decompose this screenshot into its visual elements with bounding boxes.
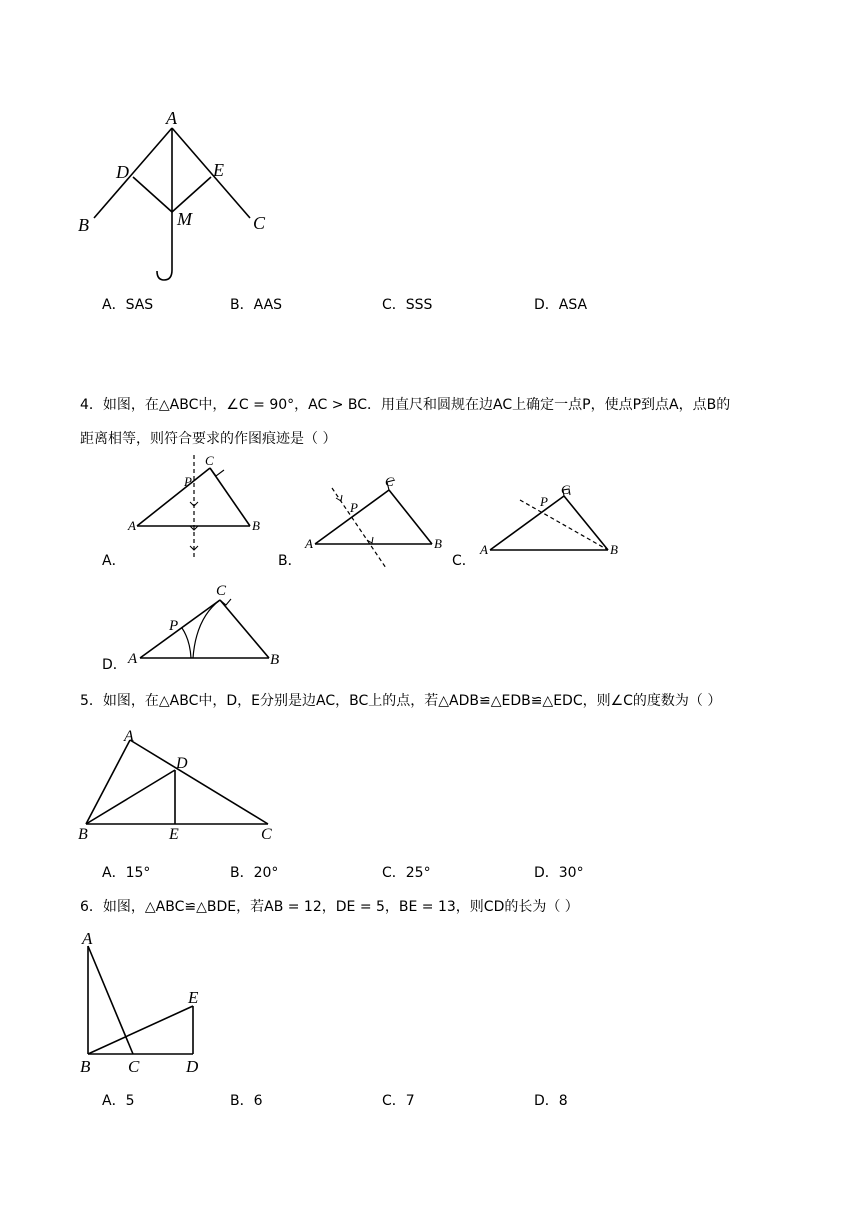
q3-option-a[interactable]: A．SAS [102,297,154,313]
q4-option-a[interactable]: A． [102,553,126,569]
q3-label-a: A [166,108,177,128]
svg-text:P: P [540,494,548,509]
q4-figure-c [479,482,618,557]
q5-option-b[interactable]: B．20° [230,865,279,881]
svg-text:D: D [186,1057,199,1076]
q3-figure [0,0,868,300]
q3-line-d-m [133,177,172,212]
svg-text:E: E [188,988,199,1007]
q3-option-c[interactable]: C．SSS [382,297,433,313]
q3-label-b: B [78,215,89,235]
q5-option-c[interactable]: C．25° [382,865,431,881]
q3-label-e: E [213,160,224,180]
q6-option-d[interactable]: D．8 [534,1093,568,1109]
svg-text:B: B [610,542,618,557]
q4-option-b[interactable]: B． [278,553,302,569]
q6-option-a[interactable]: A．5 [102,1093,135,1109]
q3-line-a-c [172,128,250,218]
q3-label-d: D [116,162,129,182]
q6-option-c[interactable]: C．7 [382,1093,415,1109]
q3-umbrella-handle [157,212,172,280]
svg-text:C: C [561,482,570,497]
q6-figure [0,920,868,1080]
q3-label-m: M [177,209,192,229]
q5-option-a[interactable]: A．15° [102,865,151,881]
svg-text:B: B [78,826,88,843]
q4-figure-d [127,583,279,668]
q6-question-text: 6．如图，△ABC≌△BDE，若AB = 12，DE = 5，BE = 13，则CD的长为（ ） [80,899,579,915]
q5-option-d[interactable]: D．30° [534,865,584,881]
svg-text:C: C [261,826,272,843]
svg-text:C: C [128,1057,140,1076]
q4-figure-b [304,474,442,568]
q4-figures [0,450,868,680]
q4-option-d[interactable]: D． [102,657,127,673]
q3-line-a-b [94,128,172,218]
svg-text:B: B [270,652,280,668]
q3-option-b[interactable]: B．AAS [230,297,283,313]
svg-text:B: B [434,536,442,551]
svg-text:B: B [252,518,260,533]
q4-figure-a [127,453,260,560]
svg-text:A: A [128,518,136,533]
svg-text:A: A [82,929,93,948]
svg-text:A: A [305,536,313,551]
q5-figure [0,720,868,850]
svg-text:C: C [216,583,227,599]
q3-label-c: C [253,213,266,233]
svg-text:A: A [124,728,134,745]
q3-line-e-m [172,177,211,212]
svg-text:A: A [480,542,488,557]
q5-question-text: 5．如图，在△ABC中，D，E分别是边AC，BC上的点，若△ADB≌△EDB≌△EDC，则∠C的度数为（ ） [80,693,722,709]
svg-text:B: B [80,1057,91,1076]
q6-option-b[interactable]: B．6 [230,1093,263,1109]
svg-text:C: C [205,453,214,468]
svg-text:P: P [184,474,192,489]
svg-text:C: C [385,474,394,489]
q4-question-line2: 距离相等，则符合要求的作图痕迹是（ ） [80,431,337,447]
svg-text:E: E [169,826,179,843]
svg-text:D: D [176,755,188,772]
svg-text:A: A [128,651,138,667]
q4-question-line1: 4．如图，在△ABC中，∠C = 90°，AC > BC．用直尺和圆规在边AC上确定一点P，使点P到点A，点B的 [80,397,731,413]
svg-text:P: P [350,500,358,515]
svg-text:P: P [169,618,179,634]
q4-option-c[interactable]: C． [452,553,476,569]
q3-option-d[interactable]: D．ASA [534,297,588,313]
